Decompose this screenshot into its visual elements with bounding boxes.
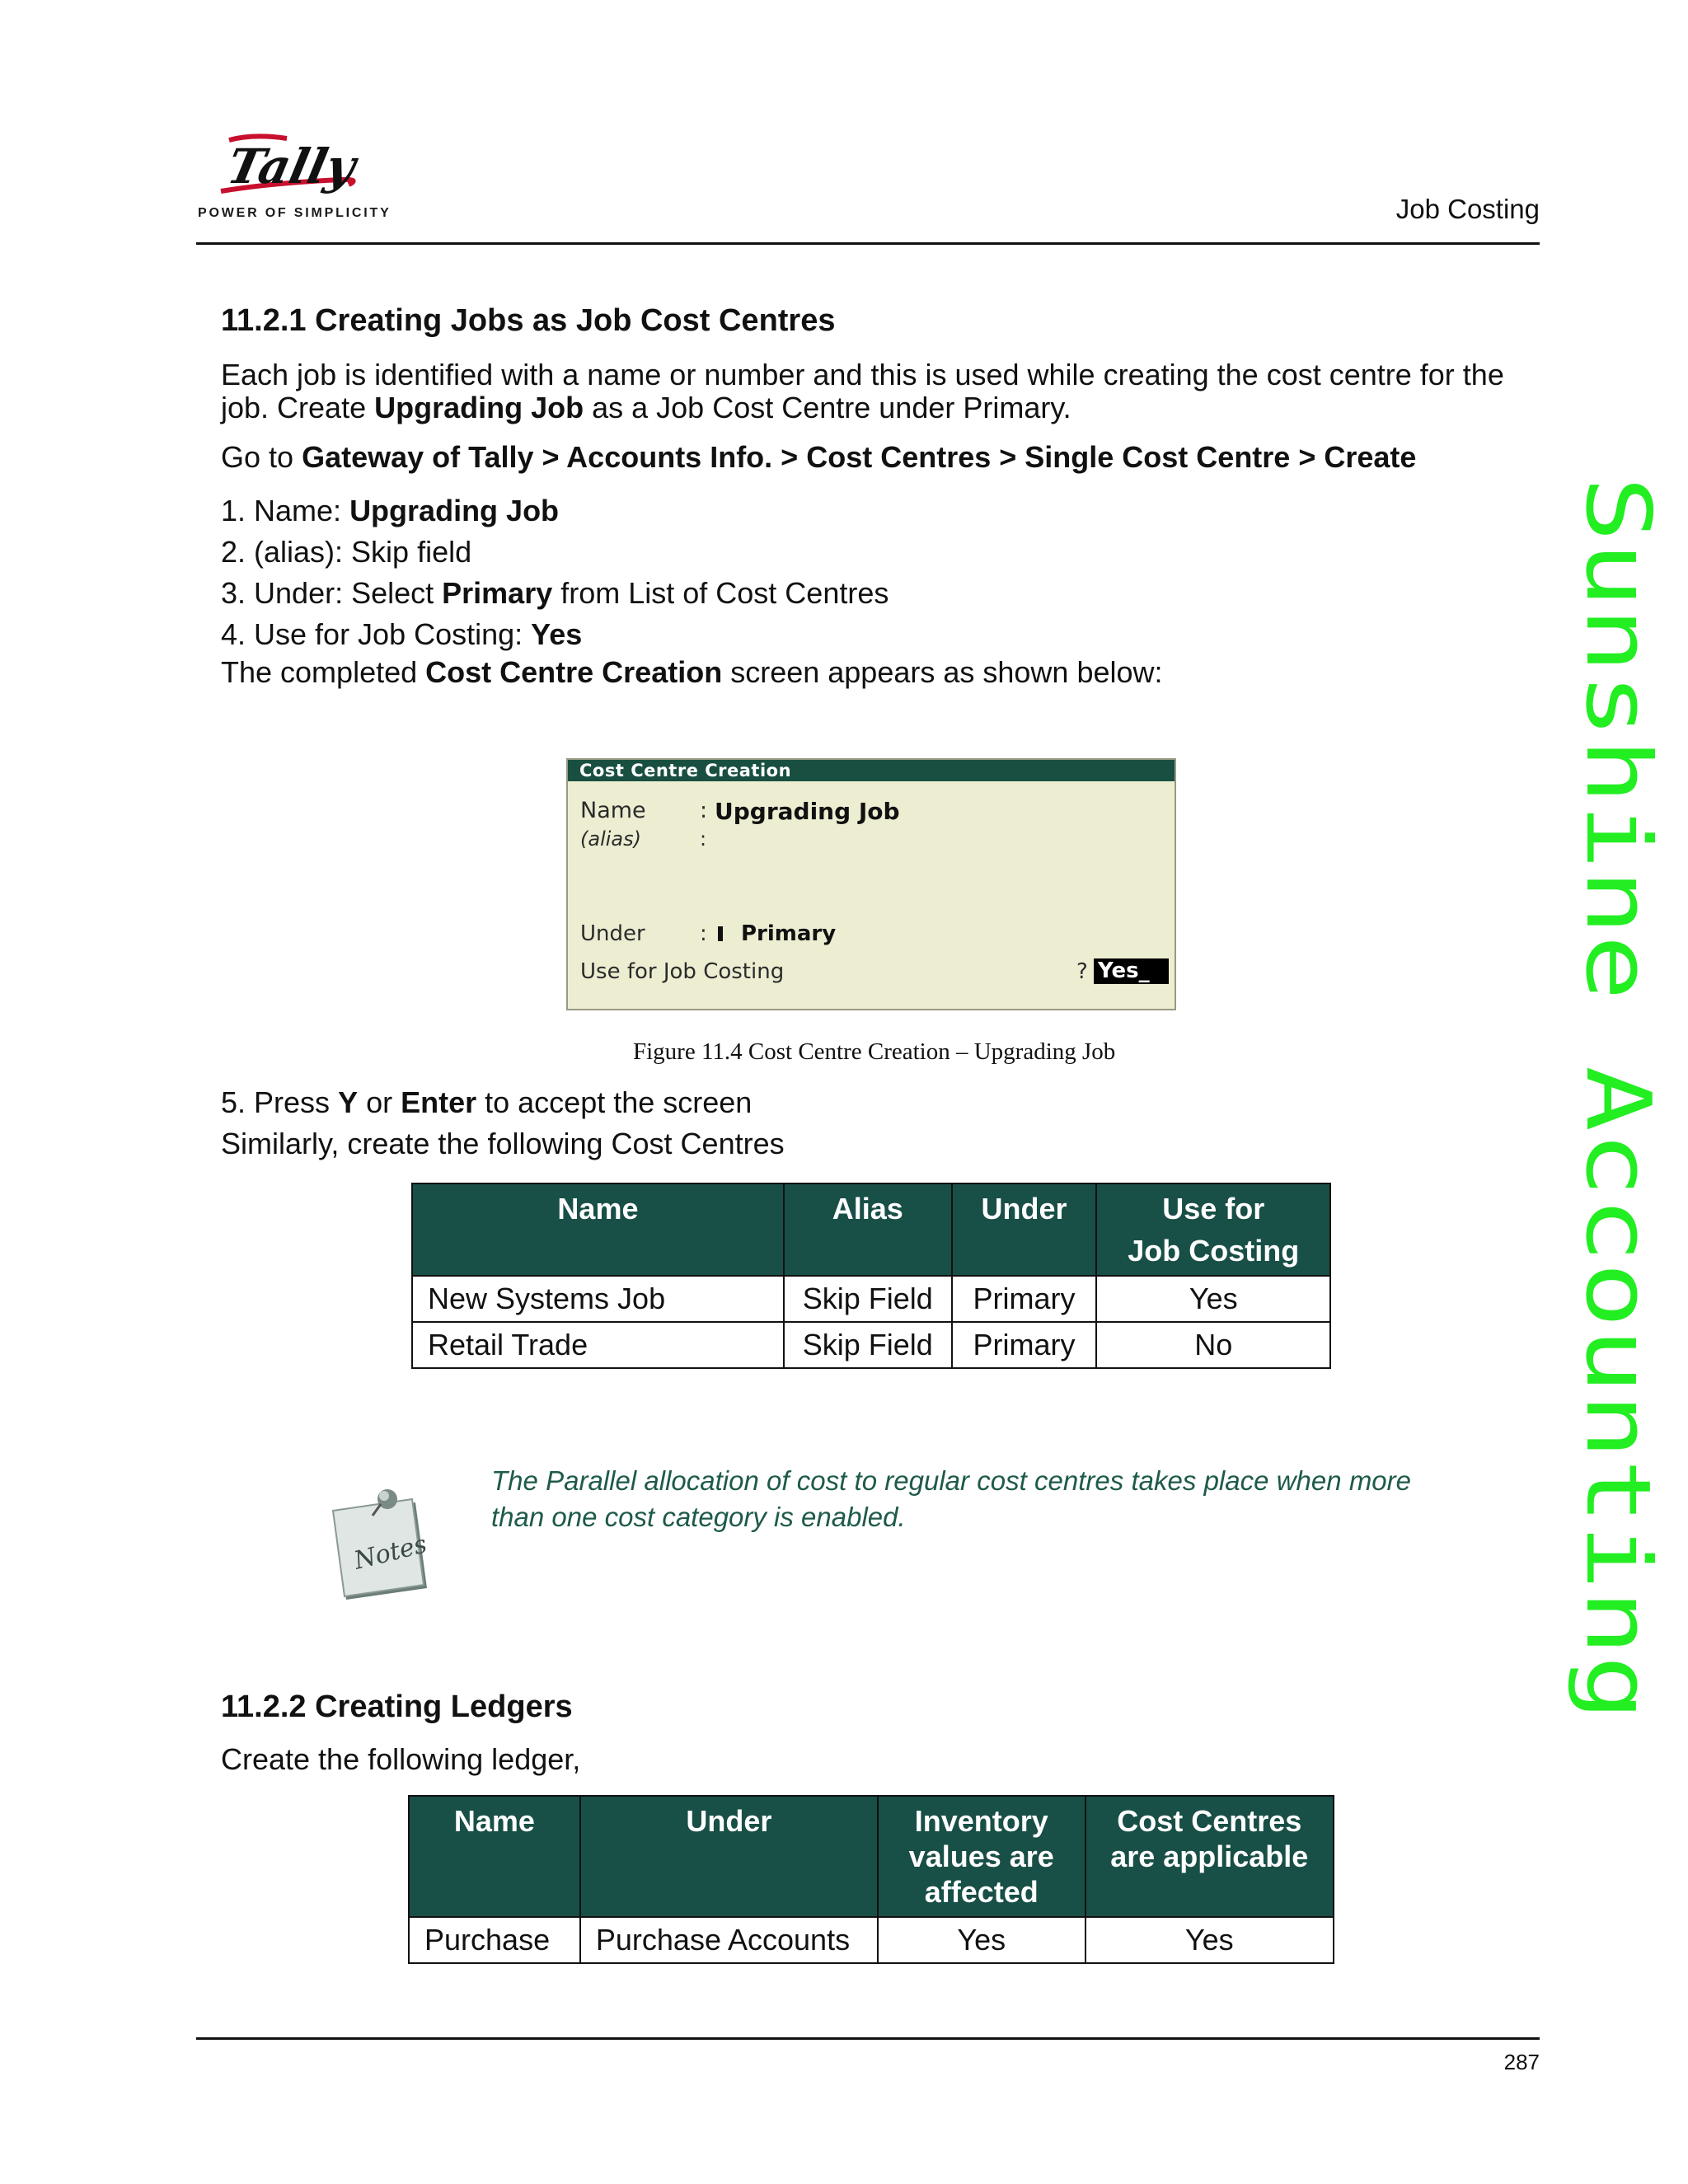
screen-title-bar: Cost Centre Creation <box>568 760 1175 781</box>
column-header: Name <box>409 1796 580 1917</box>
header-rule <box>196 242 1540 245</box>
table-cell: Primary <box>952 1322 1097 1368</box>
ledger-table <box>408 1795 1334 1964</box>
table-cell: Yes <box>1096 1276 1330 1322</box>
notes-text: The Parallel allocation of cost to regular cost centres takes place when more than one cost category is enabled. <box>491 1465 1411 1532</box>
column-header: Inventory values are affected <box>878 1796 1085 1917</box>
table-cell: Primary <box>952 1276 1097 1322</box>
under-label: Under <box>580 921 645 946</box>
name-field[interactable]: Upgrading Job <box>715 798 900 825</box>
table-cell: Yes <box>878 1917 1085 1963</box>
alias-field[interactable]: : <box>700 827 707 851</box>
column-header: Alias <box>784 1183 952 1276</box>
table-cell: No <box>1096 1322 1330 1368</box>
table-cell: Yes <box>1085 1917 1334 1963</box>
table-cell: New Systems Job <box>412 1276 784 1322</box>
footer-rule <box>196 2037 1540 2040</box>
section-heading-11-2-1: 11.2.1 Creating Jobs as Job Cost Centres <box>221 303 836 338</box>
name-colon: : <box>700 798 708 823</box>
name-label: Name <box>580 798 646 823</box>
cost-centres-table <box>411 1183 1331 1369</box>
table-row <box>409 1917 1334 1963</box>
column-header: Use for Job Costing <box>1096 1183 1330 1276</box>
table-cell: Skip Field <box>784 1322 952 1368</box>
under-colon: : <box>700 921 707 946</box>
table-header-row <box>412 1183 1330 1276</box>
similarly-text: Similarly, create the following Cost Centres <box>221 1127 785 1160</box>
navigation-path: Go to Gateway of Tally > Accounts Info. > Cost Centres > Single Cost Centre > Create <box>221 440 1417 474</box>
alias-label: (alias) <box>580 827 641 851</box>
table-cell: Purchase Accounts <box>580 1917 878 1963</box>
notes-icon <box>330 1488 437 1603</box>
column-header: Cost Centres are applicable <box>1085 1796 1334 1917</box>
figure-caption: Figure 11.4 Cost Centre Creation – Upgrading Job <box>633 1038 1116 1065</box>
page-number: 287 <box>1503 2050 1540 2074</box>
svg-text:Sunshine Accounting: Sunshine Accounting <box>1566 476 1669 1495</box>
job-costing-question: ? <box>1076 959 1088 984</box>
svg-text:Notes: Notes <box>351 1530 430 1576</box>
column-header: Under <box>580 1796 878 1917</box>
step-item: 2. (alias): Skip field <box>221 535 472 569</box>
job-costing-field[interactable]: Yes_ <box>1094 958 1169 984</box>
completed-screen-text: The completed Cost Centre Creation screen appears as shown below: <box>221 655 1163 689</box>
section-heading-11-2-2: 11.2.2 Creating Ledgers <box>221 1690 573 1724</box>
table-row <box>412 1322 1330 1368</box>
step-item: 1. Name: Upgrading Job <box>221 494 560 527</box>
cost-centre-creation-screen <box>566 758 1176 1010</box>
step-item: 3. Under: Select Primary from List of Cost Centres <box>221 576 889 610</box>
column-header: Under <box>952 1183 1097 1276</box>
table-cell: Skip Field <box>784 1276 952 1322</box>
watermark <box>1564 476 1672 1729</box>
intro-paragraph: Each job is identified with a name or number and this is used while creating the cost centre for the job. Create Upgrading Job as a Job Cost Centre under Primary. <box>221 358 1504 424</box>
table-row <box>412 1276 1330 1322</box>
chapter-title: Job Costing <box>1395 194 1540 224</box>
table-header-row <box>409 1796 1334 1917</box>
logo-tagline: POWER OF SIMPLICITY <box>198 206 392 220</box>
column-header: Name <box>412 1183 784 1276</box>
under-marker-icon <box>718 926 723 941</box>
step-item: 4. Use for Job Costing: Yes <box>221 617 583 651</box>
table-cell: Purchase <box>409 1917 580 1963</box>
table-cell: Retail Trade <box>412 1322 784 1368</box>
svg-text:Tally: Tally <box>222 138 361 194</box>
steps-list <box>221 490 889 655</box>
step-5: 5. Press Y or Enter to accept the screen <box>221 1085 753 1119</box>
job-costing-label: Use for Job Costing <box>580 959 785 984</box>
create-ledger-text: Create the following ledger, <box>221 1742 581 1776</box>
under-field[interactable]: Primary <box>741 921 837 946</box>
